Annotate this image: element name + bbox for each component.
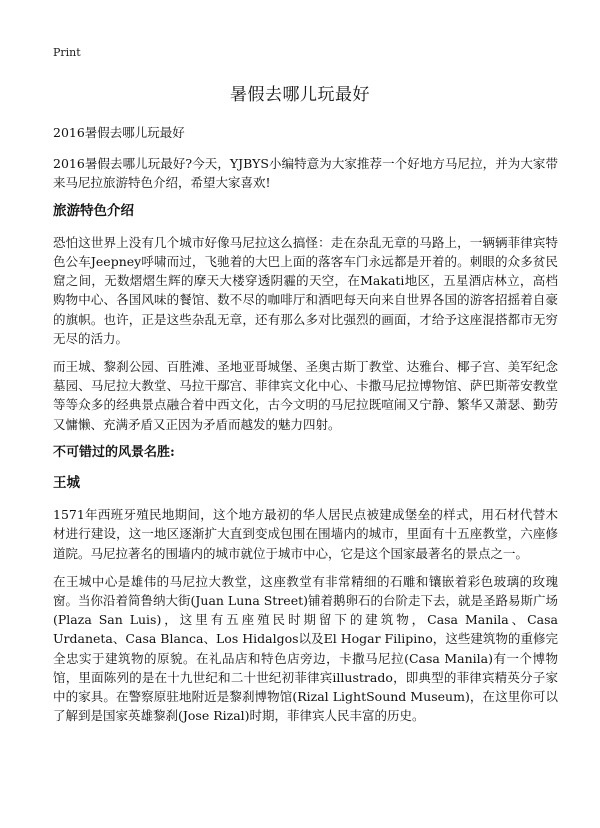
intramuros-paragraph-1: 1571年西班牙殖民地期间，这个地方最初的华人居民点被建成堡垒的样式，用石材代替木材进行建设，这一地区逐渐扩大直到变成包围在围墙内的城市，里面有十五座教堂，六座修道院。马尼拉著名的围墙内的城市就位于城市中心，它是这个国家最著名的景点之一。 xyxy=(53,507,558,561)
features-paragraph-2: 而王城、黎刹公园、百胜滩、圣地亚哥城堡、圣奥古斯丁教堂、达雅台、椰子宫、美军纪念墓园、马尼拉大教堂、马拉干鄢宫、菲律宾文化中心、卡撒马尼拉博物馆、萨巴斯蒂安教堂等等众多的经典景点融合着中西文化，古今文明的马尼拉既喧闹又宁静、繁华又萧瑟、勤劳又慵懒、充满矛盾又正因为矛盾而越发的魅力四射。 xyxy=(53,359,558,432)
features-paragraph-1: 恐怕这世界上没有几个城市好像马尼拉这么搞怪：走在杂乱无章的马路上，一辆辆菲律宾特色公车Jeepney呼啸而过，飞驰着的大巴上面的落客车门永远都是开着的。刺眼的众多贫民窟之间，无数熠熠生辉的摩天大楼穿透阴霾的天空，在Makati地区，五星酒店林立，高档购物中心、各国风味的餐馆、数不尽的咖啡厅和酒吧每天向来自世界各国的游客招摇着自豪的旗帜。也许，正是这些杂乱无章，还有那么多对比强烈的画面，才给予这座混搭都市无穷无尽的活力。 xyxy=(53,234,558,346)
article-subtitle: 2016暑假去哪儿玩最好 xyxy=(53,125,185,140)
section-heading-features: 旅游特色介绍 xyxy=(53,202,134,219)
article-body xyxy=(53,123,558,734)
print-link[interactable]: Print xyxy=(53,46,81,59)
section-heading-intramuros: 王城 xyxy=(53,475,80,492)
intramuros-paragraph-2: 在王城中心是雄伟的马尼拉大教堂，这座教堂有非常精细的石雕和镶嵌着彩色玻璃的玫瑰窗。当你沿着简鲁纳大街(Juan Luna Street)铺着鹅卵石的台阶走下去，就是圣路易斯广场(Plaza San Luis)，这里有五座殖民时期留下的建筑物，Casa Manila、Casa Urdaneta、Casa Blanca、Los Hidalgos以及El Hogar Filipino，这些建筑物的重修完全忠实于建筑物的原貌。在礼品店和特色店旁边，卡撒马尼拉(Casa Manila)有一个博物馆，里面陈列的是在十九世纪和二十世纪初菲律宾illustrado，即典型的菲律宾精英分子家中的家具。在警察原驻地附近是黎刹博物馆(Rizal LightSound Museum)，在这里你可以了解到是国家英雄黎刹(Jose Rizal)时期，菲律宾人民丰富的历史。 xyxy=(53,573,559,724)
section-heading-sights: 不可错过的风景名胜: xyxy=(53,444,175,460)
page-title: 暑假去哪儿玩最好 xyxy=(230,85,370,105)
intro-paragraph: 2016暑假去哪儿玩最好?今天，YJBYS小编特意为大家推荐一个好地方马尼拉，并为大家带来马尼拉旅游特色介绍，希望大家喜欢! xyxy=(53,156,558,191)
